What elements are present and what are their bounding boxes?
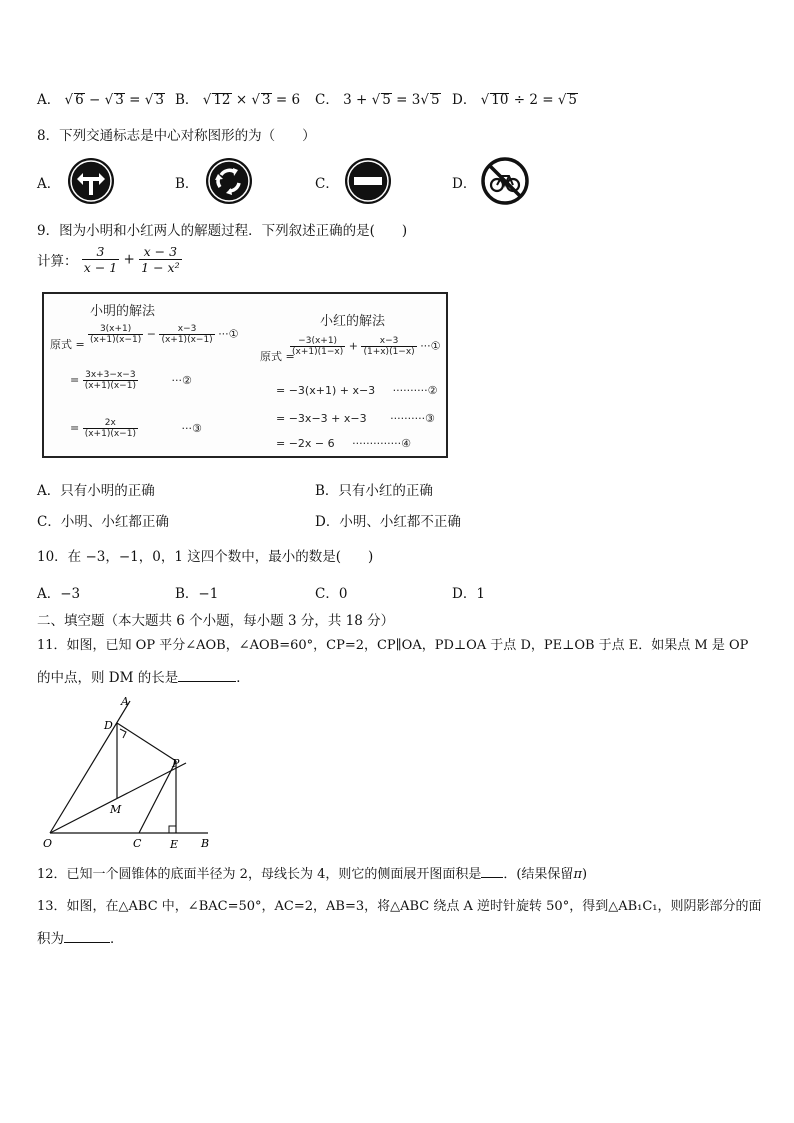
xiaoming-line1: $\frac{3(x+1)}{(x+1)(x-1)}$ − $\frac{x-3}{(x+1)(x-1)}$ ···① (90, 324, 239, 345)
fraction-1: $\frac{3}{x - 1}$ (83, 244, 118, 275)
q8-label-a: A． (37, 176, 61, 192)
point-label-b: B (201, 837, 210, 850)
calc-label: 计算： (37, 253, 78, 270)
q11-line2: 的中点，则 DM 的长是 ． (37, 670, 250, 686)
q10-option-d: D．1 (452, 586, 485, 602)
q13-line1: 13．如图，在△ABC 中，∠BAC=50°，AC=2，AB=3，将△ABC 绕点 A 逆时针旋转 50°，得到△AB₁C₁，则阴影部分的面 (37, 899, 762, 914)
point-label-p: P (172, 757, 180, 770)
fraction-2: $\frac{x - 3}{\text{1 − x²}}$ (141, 244, 180, 275)
answer-blank[interactable] (178, 669, 236, 682)
answer-blank[interactable] (64, 930, 110, 943)
xiaoming-title: 小明的解法 (90, 304, 156, 319)
q9-option-d: D．小明、小红都不正确 (315, 514, 461, 530)
q9-expression: 计算： $\frac{3}{x - 1}$ + $\frac{x - 3}{\text{1 − x²}}$ (37, 244, 180, 275)
q7-option-a: A． √ 6 − √ 3 = √ 3 (37, 92, 164, 108)
q11-geometry-figure (38, 693, 218, 853)
q12-text: 12．已知一个圆锥体的底面半径为 2，母线长为 4，则它的侧面展开图面积是 ．(结果保留π) (37, 867, 588, 882)
point-label-a: A (121, 695, 129, 708)
q8-label-d: D． (452, 176, 477, 192)
no-bicycles-sign-icon (481, 157, 529, 205)
xiaohong-line4: = −2x − 6 ··············④ (276, 437, 411, 450)
q9-stem: 9．图为小明和小红两人的解题过程．下列叙述正确的是( ) (37, 223, 408, 239)
xiaoming-line3: = $\frac{2x}{(x+1)(x-1)}$ ···③ (70, 418, 202, 439)
q13-line2: 积为 ． (37, 931, 124, 947)
roundabout-sign-icon (205, 157, 253, 205)
point-label-o: O (43, 837, 53, 850)
q7-option-b: B． √ 12 × √ 3 = 6 (175, 92, 301, 108)
point-label-d: D (104, 719, 113, 732)
q9-option-a: A．只有小明的正确 (37, 483, 155, 499)
xiaoming-line2: = $\frac{3x+3-x-3}{(x+1)(x-1)}$ ···② (70, 370, 192, 391)
q8-stem: 8．下列交通标志是中心对称图形的为（ ） (37, 128, 316, 144)
q10-option-b: B．−1 (175, 586, 219, 602)
xiaohong-start: 原式 = (260, 350, 295, 363)
xiaohong-line3: = −3x−3 + x−3 ··········③ (276, 412, 435, 425)
xiaohong-line2: = −3(x+1) + x−3 ··········② (276, 384, 438, 397)
q10-stem: 10．在 −3，−1，0，1 这四个数中，最小的数是( ) (37, 549, 374, 565)
xiaohong-title: 小红的解法 (320, 314, 386, 329)
q8-label-b: B． (175, 176, 199, 192)
answer-blank[interactable] (481, 865, 503, 878)
q8-label-c: C． (315, 176, 339, 192)
point-label-e: E (170, 838, 179, 851)
point-label-m: M (110, 803, 122, 816)
q10-option-c: C．0 (315, 586, 348, 602)
left-right-turn-sign-icon (67, 157, 115, 205)
section-heading: 二、填空题（本大题共 6 个小题，每小题 3 分，共 18 分） (37, 613, 395, 629)
solutions-box (42, 292, 448, 458)
point-label-c: C (133, 837, 142, 850)
xiaoming-start: 原式 = (50, 338, 85, 351)
q7-option-c: C． 3 + √ 5 = 3√ 5 (315, 92, 440, 108)
no-entry-sign-icon (344, 157, 392, 205)
q7-option-d: D． √ 10 ÷ 2 = √ 5 (452, 92, 578, 108)
q9-option-c: C．小明、小红都正确 (37, 514, 169, 530)
q9-option-b: B．只有小红的正确 (315, 483, 433, 499)
q10-option-a: A．−3 (37, 586, 81, 602)
q11-line1: 11．如图，已知 OP 平分∠AOB，∠AOB=60°，CP=2，CP∥OA，PD⊥OA 于点 D，PE⊥OB 于点 E．如果点 M 是 OP (37, 638, 749, 653)
xiaohong-line1: $\frac{-3(x+1)}{(x+1)(1-x)}$ + $\frac{x-3}{(1+x)(1-x)}$ ···① (292, 336, 441, 357)
